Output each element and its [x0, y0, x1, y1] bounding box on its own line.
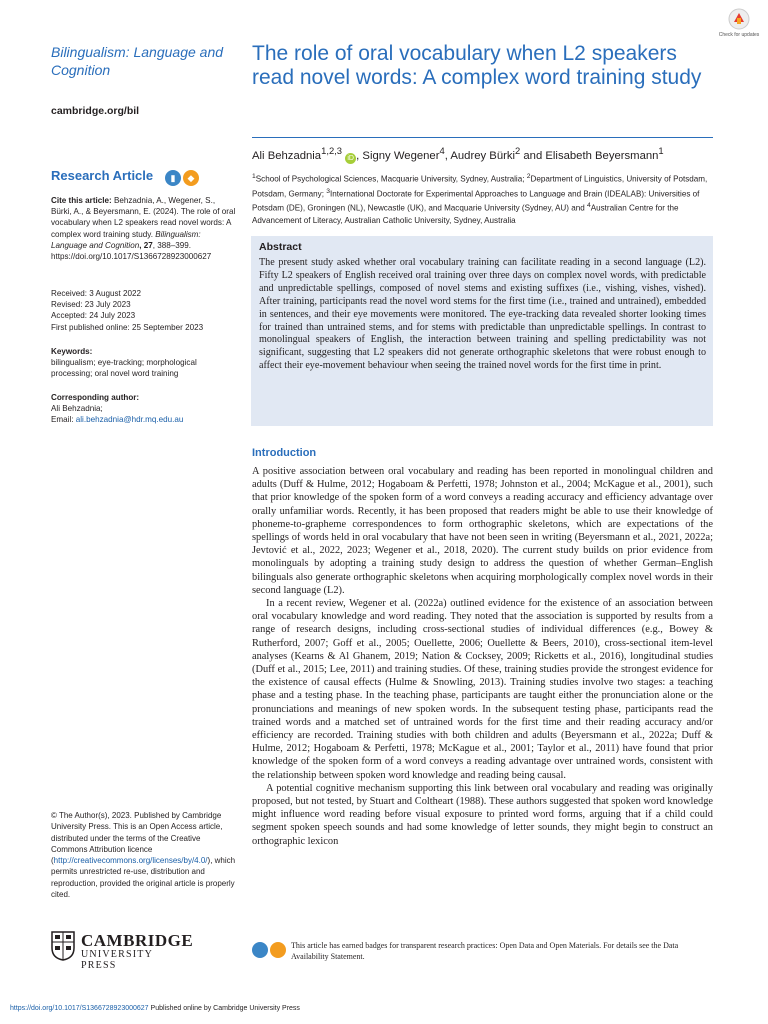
affil-text: Department of Linguistics, University of Potsdam, Potsdam, Germany;	[252, 174, 708, 199]
page-footer	[10, 1005, 300, 1012]
paragraph: A positive association between oral vocabulary and reading has been reported in monolingual children and adults (Duff & Hulme, 2012; Hogaboam & Perfetti, 1978; Johnston et al., 2004; McKague et al., 2001), such that prior knowledge of the spoken form of a word conveys a reading accuracy and efficiency advantage over orally unfamiliar words. Recently, it has been proposed that readers might be able to use their knowledge of phoneme-to-grapheme correspondences to form orthographic skeletons, which are expectations of the spellings of words held in oral vocabulary that have not been seen in writing (Beyersmann et al., 2021, 2022a; Jevtović et al., 2022, 2023; Wegener et al., 2018, 2020). The current study builds on prior evidence from monolinguals by adopting a training study design to address the question of whether German–English bilinguals also generate orthographic skeletons when acquiring morphologically complex novel words in their second language (L2).	[252, 466, 713, 596]
journal-name[interactable]: Bilingualism: Language and Cognition	[51, 44, 224, 78]
author-name[interactable]: Ali Behzadnia	[252, 149, 322, 162]
publisher-sub: UNIVERSITY PRESS	[81, 949, 153, 971]
abstract-heading: Abstract	[259, 241, 302, 253]
cite-pages-doi[interactable]: , 388–399. https://doi.org/10.1017/S1366728923000627	[51, 240, 212, 262]
corresponding-author-block	[51, 392, 236, 426]
paragraph: In a recent review, Wegener et al. (2022a) outlined evidence for the existence of an association between oral vocabulary knowledge and word reading. They noted that the association is supported by results from a range of research designs, including cross-sectional studies of individual differences (e.g., Bowey & Rutherford, 2007; Goff et al., 2005; Ouellette, 2006; Ouellette & Beers, 2010), cross-sectional item-level analyses (Kearns & Al Ghanem, 2019; Nation & Cocksey, 2009; Ricketts et al., 2016), longitudinal studies (Duff et al., 2015; Lee, 2011) and training studies. Of these, training studies provide the strongest evidence for the existence of causal effects (Hulme & Snowling, 2013). Training studies involve two stages: a teaching phase and a testing phase. In the teaching phase, participants are taught either the pronunciation alone or the pronunciations and meanings of new spoken words. In the subsequent testing phase, participants read the trained words and a matched set of untrained words for the first time and their reading accuracy and/or efficiency are recorded. Training studies with both children and adults (Beyersmann et al., 2022a; Duff & Hulme, 2012; Hogaboam & Perfetti, 1978; McKague et al., 2001; Taylor et al., 2011) have found that prior knowledge of the spoken form of a word conveys a reading advantage over untrained words, consistent with the relationship between spoken word knowledge and reading being causal.	[252, 598, 713, 781]
license-link[interactable]: http://creativecommons.org/licenses/by/4.0/	[53, 856, 208, 866]
license-statement	[51, 810, 236, 900]
revised-date: Revised: 23 July 2023	[51, 300, 131, 310]
license-text: © The Author(s), 2023. Published by Cambridge University Press. This is an Open Access article, distributed under the terms of the Creative Commons Attribution licence (	[51, 811, 223, 866]
affil-sup: 3	[326, 187, 330, 195]
affil-text: Australian Centre for the Advancement of Literacy, Australian Catholic University, Sydney, Australia	[252, 204, 679, 226]
check-updates-icon	[728, 8, 750, 30]
email-line	[51, 414, 236, 425]
open-materials-badge-icon	[270, 942, 286, 958]
cambridge-shield-icon	[51, 931, 75, 961]
affil-sup: 2	[526, 173, 531, 180]
cambridge-logo[interactable]	[51, 930, 194, 971]
first-published-date: First published online: 25 September 2023	[51, 322, 204, 332]
open-data-badge-icon	[252, 942, 268, 958]
orcid-icon[interactable]: iD	[345, 153, 356, 164]
author-sup: 4	[439, 145, 445, 156]
author-name[interactable]: , Audrey Bürki	[444, 149, 516, 162]
keywords-label: Keywords:	[51, 347, 93, 356]
author-sup: 1	[658, 145, 664, 156]
article-title: The role of oral vocabulary when L2 speakers read novel words: A complex word training study	[252, 42, 702, 89]
cite-journal: Bilingualism: Language and Cognition	[51, 229, 201, 250]
author-name[interactable]: , Signy Wegener	[356, 149, 440, 162]
history-dates	[51, 288, 236, 333]
journal-site[interactable]: cambridge.org/bil	[51, 105, 140, 117]
keywords-text: bilingualism; eye-tracking; morphological processing; oral novel word training	[51, 358, 197, 379]
title-rule	[252, 137, 713, 138]
cite-text: Behzadnia, A., Wegener, S., Bürki, A., & Beyersmann, E. (2024). The role of oral vocabulary when L2 speakers read novel words: A complex word training study.	[51, 196, 236, 239]
abstract-text: The present study asked whether oral vocabulary training can facilitate reading in a second language (L2). Fifty L2 speakers of English received oral training over three days on complex novel words, with predictable and unpredictable spellings, composed of novel stems and existing suffixes (i.e., vishing, vishes, vished). After training, participants read the novel word stems for the first time (i.e., trained and untrained), embedded in sentences, and their eye movements were monitored. The eye-tracking data revealed shorter looking times for trained than untrained stems, and for stems with predictable than unpredictable spellings. In contrast to monolingual speakers of English, the interaction between training and spelling predictability was not significant, suggesting that L2 speakers did not generate orthographic skeletons that were robust enough to affect their eye-movement behaviour when seeing the trained novel words for the first time in print.	[259, 257, 706, 372]
introduction-heading: Introduction	[252, 447, 317, 459]
badges-note: This article has earned badges for transparent research practices: Open Data and Open Materials. For details see the Data Availability Statement.	[291, 941, 679, 961]
affil-text: International Doctorate for Experimental Approaches to Language and Brain (IDEALAB): Universities of Potsdam (DE), Groningen (NL), Newcastle (UK), and Macquarie University (Sydney, AU) and	[252, 189, 700, 214]
affil-sup: 1	[252, 173, 256, 180]
email-label: Email:	[51, 415, 76, 425]
license-text-end: ), which permits unrestricted re-use, distribution and reproduction, provided the original article is properly cited.	[51, 856, 236, 900]
check-updates-label: Check for updates	[718, 32, 760, 38]
affil-sup: 4	[586, 202, 591, 210]
footer-doi-link[interactable]: https://doi.org/10.1017/S1366728923000627	[10, 1005, 149, 1012]
keywords-block	[51, 346, 236, 380]
article-type: Research Article	[51, 168, 154, 183]
author-list	[252, 145, 722, 164]
introduction-body	[252, 465, 713, 848]
author-sup: 1,2,3	[321, 145, 343, 156]
publisher-name: CAMBRIDGE	[81, 931, 194, 950]
open-data-badge-icon[interactable]: ▮	[165, 170, 181, 186]
cite-label: Cite this article:	[51, 196, 112, 205]
corresponding-name: Ali Behzadnia;	[51, 404, 103, 414]
accepted-date: Accepted: 24 July 2023	[51, 311, 136, 321]
check-for-updates-badge[interactable]	[718, 8, 760, 48]
affiliations	[252, 171, 718, 227]
corresponding-label: Corresponding author:	[51, 393, 140, 402]
footer-published: Published online by Cambridge University Press	[148, 1005, 300, 1012]
received-date: Received: 3 August 2022	[51, 289, 141, 298]
author-name[interactable]: and Elisabeth Beyersmann	[520, 149, 659, 162]
paragraph: A potential cognitive mechanism supporting this link between oral vocabulary and reading was originally proposed, but not tested, by Stuart and Coltheart (1988). These authors suggested that spoken word knowledge might influence word reading before visual exposure to printed word forms, arguing that if a child could segment spoken speech sounds and had some knowledge of letter sounds, they might begin to construct an orthographic lexicon	[252, 782, 713, 847]
citation-block	[51, 195, 236, 262]
abstract-box	[251, 236, 713, 426]
open-materials-badge-icon[interactable]: ◆	[183, 170, 199, 186]
cite-volume: , 27	[139, 240, 153, 250]
affil-text: School of Psychological Sciences, Macquarie University, Sydney, Australia;	[255, 174, 527, 184]
email-link[interactable]: ali.behzadnia@hdr.mq.edu.au	[75, 415, 184, 425]
author-sup: 2	[515, 145, 521, 156]
